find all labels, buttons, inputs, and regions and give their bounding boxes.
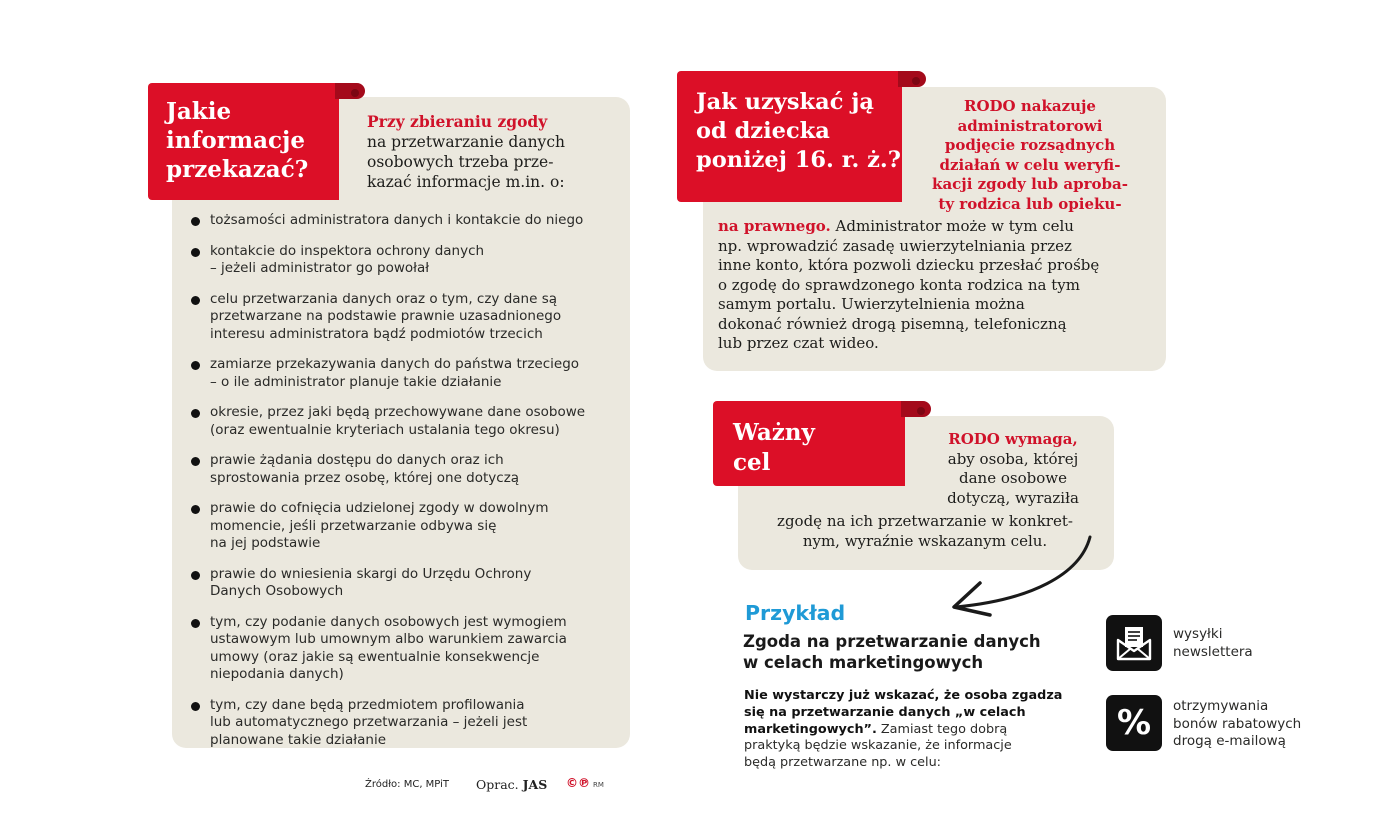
percent-symbol: %: [1116, 703, 1152, 743]
highlight-line: działań w celu weryfi-: [939, 155, 1121, 174]
child-consent-highlight: [914, 97, 1146, 214]
desc-line: [744, 705, 1074, 722]
intro-line: osobowych trzeba prze-: [367, 153, 554, 171]
desc-line: praktyką będzie wskazanie, że informacje: [744, 738, 1012, 754]
vouchers-label: [1173, 698, 1323, 751]
desc-line: będą przetwarzane np. w celu:: [744, 755, 941, 771]
highlight-line: podjęcie rozsądnych: [944, 136, 1116, 154]
child-consent-body: [718, 217, 1158, 354]
body-line: dokonać również drogą pisemną, telefoniczną: [718, 314, 1067, 333]
info-list-line: – jeżeli administrator go powołał: [210, 260, 430, 276]
body-line: o zgodę do sprawdzonego konta rodzica na tym: [718, 275, 1080, 294]
body-line: inne konto, która pozwoli dziecku przesłać prośbę: [718, 256, 1100, 274]
info-list-item: [190, 356, 610, 391]
info-intro: [367, 112, 617, 192]
ribbon-curl: [901, 401, 931, 417]
purpose-body-line: nym, wyraźnie wskazanym celu.: [802, 531, 1048, 550]
info-list-line: okresie, przez jaki będą przechowywane dane osobowe: [210, 404, 586, 420]
ribbon-curl: [898, 71, 926, 87]
title-line: Jakie: [166, 98, 232, 125]
info-list-line: sprostowania przez osobę, której one dotyczą: [210, 469, 520, 486]
percent-icon: [1106, 695, 1162, 751]
info-list-item: [190, 697, 610, 750]
title-line: Ważny: [733, 419, 815, 446]
info-list-item: [190, 566, 610, 601]
purpose-highlight: RODO wymaga,: [948, 430, 1078, 448]
info-list-line: celu przetwarzania danych oraz o tym, czy dane są: [210, 290, 557, 307]
info-list-item: [190, 500, 610, 553]
body-line: lub przez czat wideo.: [718, 334, 879, 352]
item-line: newslettera: [1173, 643, 1253, 660]
desc-bold: się na przetwarzanie danych „w celach: [744, 704, 1026, 720]
info-list-item: [190, 291, 610, 344]
purpose-line: dane osobowe: [959, 469, 1067, 487]
panel-title-purpose: [713, 401, 905, 486]
body-line: [718, 217, 1158, 237]
desc-bold: Nie wystarczy już wskazać, że osoba zgadza: [744, 688, 1063, 703]
body-line: samym portalu. Uwierzytelnienia można: [718, 295, 1025, 313]
info-list-item: [190, 614, 610, 684]
panel-title-info: [148, 83, 339, 200]
intro-line: na przetwarzanie danych: [367, 133, 565, 151]
highlight-line: administratorowi: [957, 116, 1103, 135]
item-line: drogą e-mailową: [1173, 733, 1286, 749]
highlight-line: kacji zgody lub aproba-: [932, 175, 1128, 193]
info-list-line: umowy (oraz jakie są ewentualnie konsekwencje: [210, 648, 540, 665]
info-list-line: tym, czy podanie danych osobowych jest wymogiem: [210, 613, 567, 630]
info-list-item: [190, 212, 610, 230]
info-list-line: planowane takie działanie: [210, 731, 387, 748]
info-list-item: [190, 404, 610, 439]
highlight-line: RODO nakazuje: [964, 97, 1096, 115]
info-list-line: tym, czy dane będą przedmiotem profilowania: [210, 696, 525, 713]
example-title-line: w celach marketingowych: [743, 653, 984, 672]
info-list-line: interesu administratora bądź podmiotów trzecich: [210, 325, 543, 342]
copyright-symbols: ©℗: [566, 776, 590, 790]
info-list-line: prawie żądania dostępu do danych oraz ich: [210, 452, 504, 468]
desc-line: [744, 722, 1074, 739]
info-list-line: na jej podstawie: [210, 535, 321, 551]
info-list-line: niepodania danych): [210, 666, 344, 682]
source-note: Źródło: MC, MPiT: [365, 779, 450, 790]
intro-highlight: Przy zbieraniu zgody: [367, 112, 548, 131]
title-line: cel: [733, 449, 771, 476]
copyright-mark: [566, 776, 604, 790]
info-list-line: tożsamości administratora danych i kontakcie do niego: [210, 212, 584, 228]
title-line: informacje: [166, 127, 306, 154]
author-prefix: Oprac.: [476, 777, 519, 792]
example-description: [744, 688, 1074, 772]
curved-arrow-icon: [940, 535, 1100, 625]
newsletter-envelope-icon: [1106, 615, 1162, 671]
ribbon-curl: [335, 83, 365, 99]
intro-line: kazać informacje m.in. o:: [367, 173, 565, 191]
title-line: od dziecka: [696, 118, 830, 144]
title-line: poniżej 16. r. ż.?: [696, 147, 901, 173]
desc-bold: marketingowych”.: [744, 721, 877, 737]
body-highlight: na prawnego.: [718, 217, 831, 235]
info-list-line: przetwarzane na podstawie prawnie uzasadnionego: [210, 308, 562, 324]
highlight-line: ty rodzica lub opieku-: [938, 194, 1122, 213]
purpose-body-line: zgodę na ich przetwarzanie w konkret-: [777, 512, 1073, 530]
example-title-line: Zgoda na przetwarzanie danych: [743, 632, 1041, 651]
info-list-line: kontakcie do inspektora ochrony danych: [210, 242, 485, 259]
info-list-line: Danych Osobowych: [210, 583, 344, 599]
info-list-line: (oraz ewentualnie kryteriach ustalania tego okresu): [210, 421, 560, 438]
body-line: np. wprowadzić zasadę uwierzytelniania przez: [718, 236, 1072, 255]
info-list-line: prawie do wniesienia skargi do Urzędu Ochrony: [210, 565, 532, 582]
example-label: Przykład: [745, 601, 846, 625]
info-list-item: [190, 452, 610, 487]
item-line: bonów rabatowych: [1173, 715, 1302, 732]
purpose-intro: [918, 430, 1108, 508]
title-line: przekazać?: [166, 156, 309, 183]
desc-text: Zamiast tego dobrą: [876, 721, 1008, 737]
info-list-line: zamiarze przekazywania danych do państwa trzeciego: [210, 356, 580, 372]
info-list-line: prawie do cofnięcia udzielonej zgody w dowolnym: [210, 500, 549, 516]
info-list-item: [190, 243, 610, 278]
item-line: otrzymywania: [1173, 698, 1269, 714]
info-list-line: ustawowym lub umownym albo warunkiem zawarcia: [210, 631, 567, 647]
info-list: [190, 212, 610, 762]
example-title: [743, 631, 1083, 673]
info-list-line: – o ile administrator planuje takie działanie: [210, 373, 502, 390]
author-note: [476, 777, 547, 792]
item-line: wysyłki: [1173, 626, 1223, 642]
purpose-line: aby osoba, której: [947, 449, 1079, 468]
copyright-rm: RM: [593, 781, 604, 789]
panel-title-child: [677, 71, 902, 202]
desc-line: [744, 688, 1074, 705]
author-initials: JAS: [522, 777, 548, 792]
purpose-line: dotyczą, wyraziła: [947, 488, 1079, 507]
title-line: Jak uzyskać ją: [696, 89, 874, 115]
info-list-line: lub automatycznego przetwarzania – jeżeli jest: [210, 714, 528, 730]
info-list-line: momencie, jeśli przetwarzanie odbywa się: [210, 517, 497, 534]
newsletter-label: [1173, 626, 1293, 661]
body-text: Administrator może w tym celu: [830, 217, 1074, 235]
